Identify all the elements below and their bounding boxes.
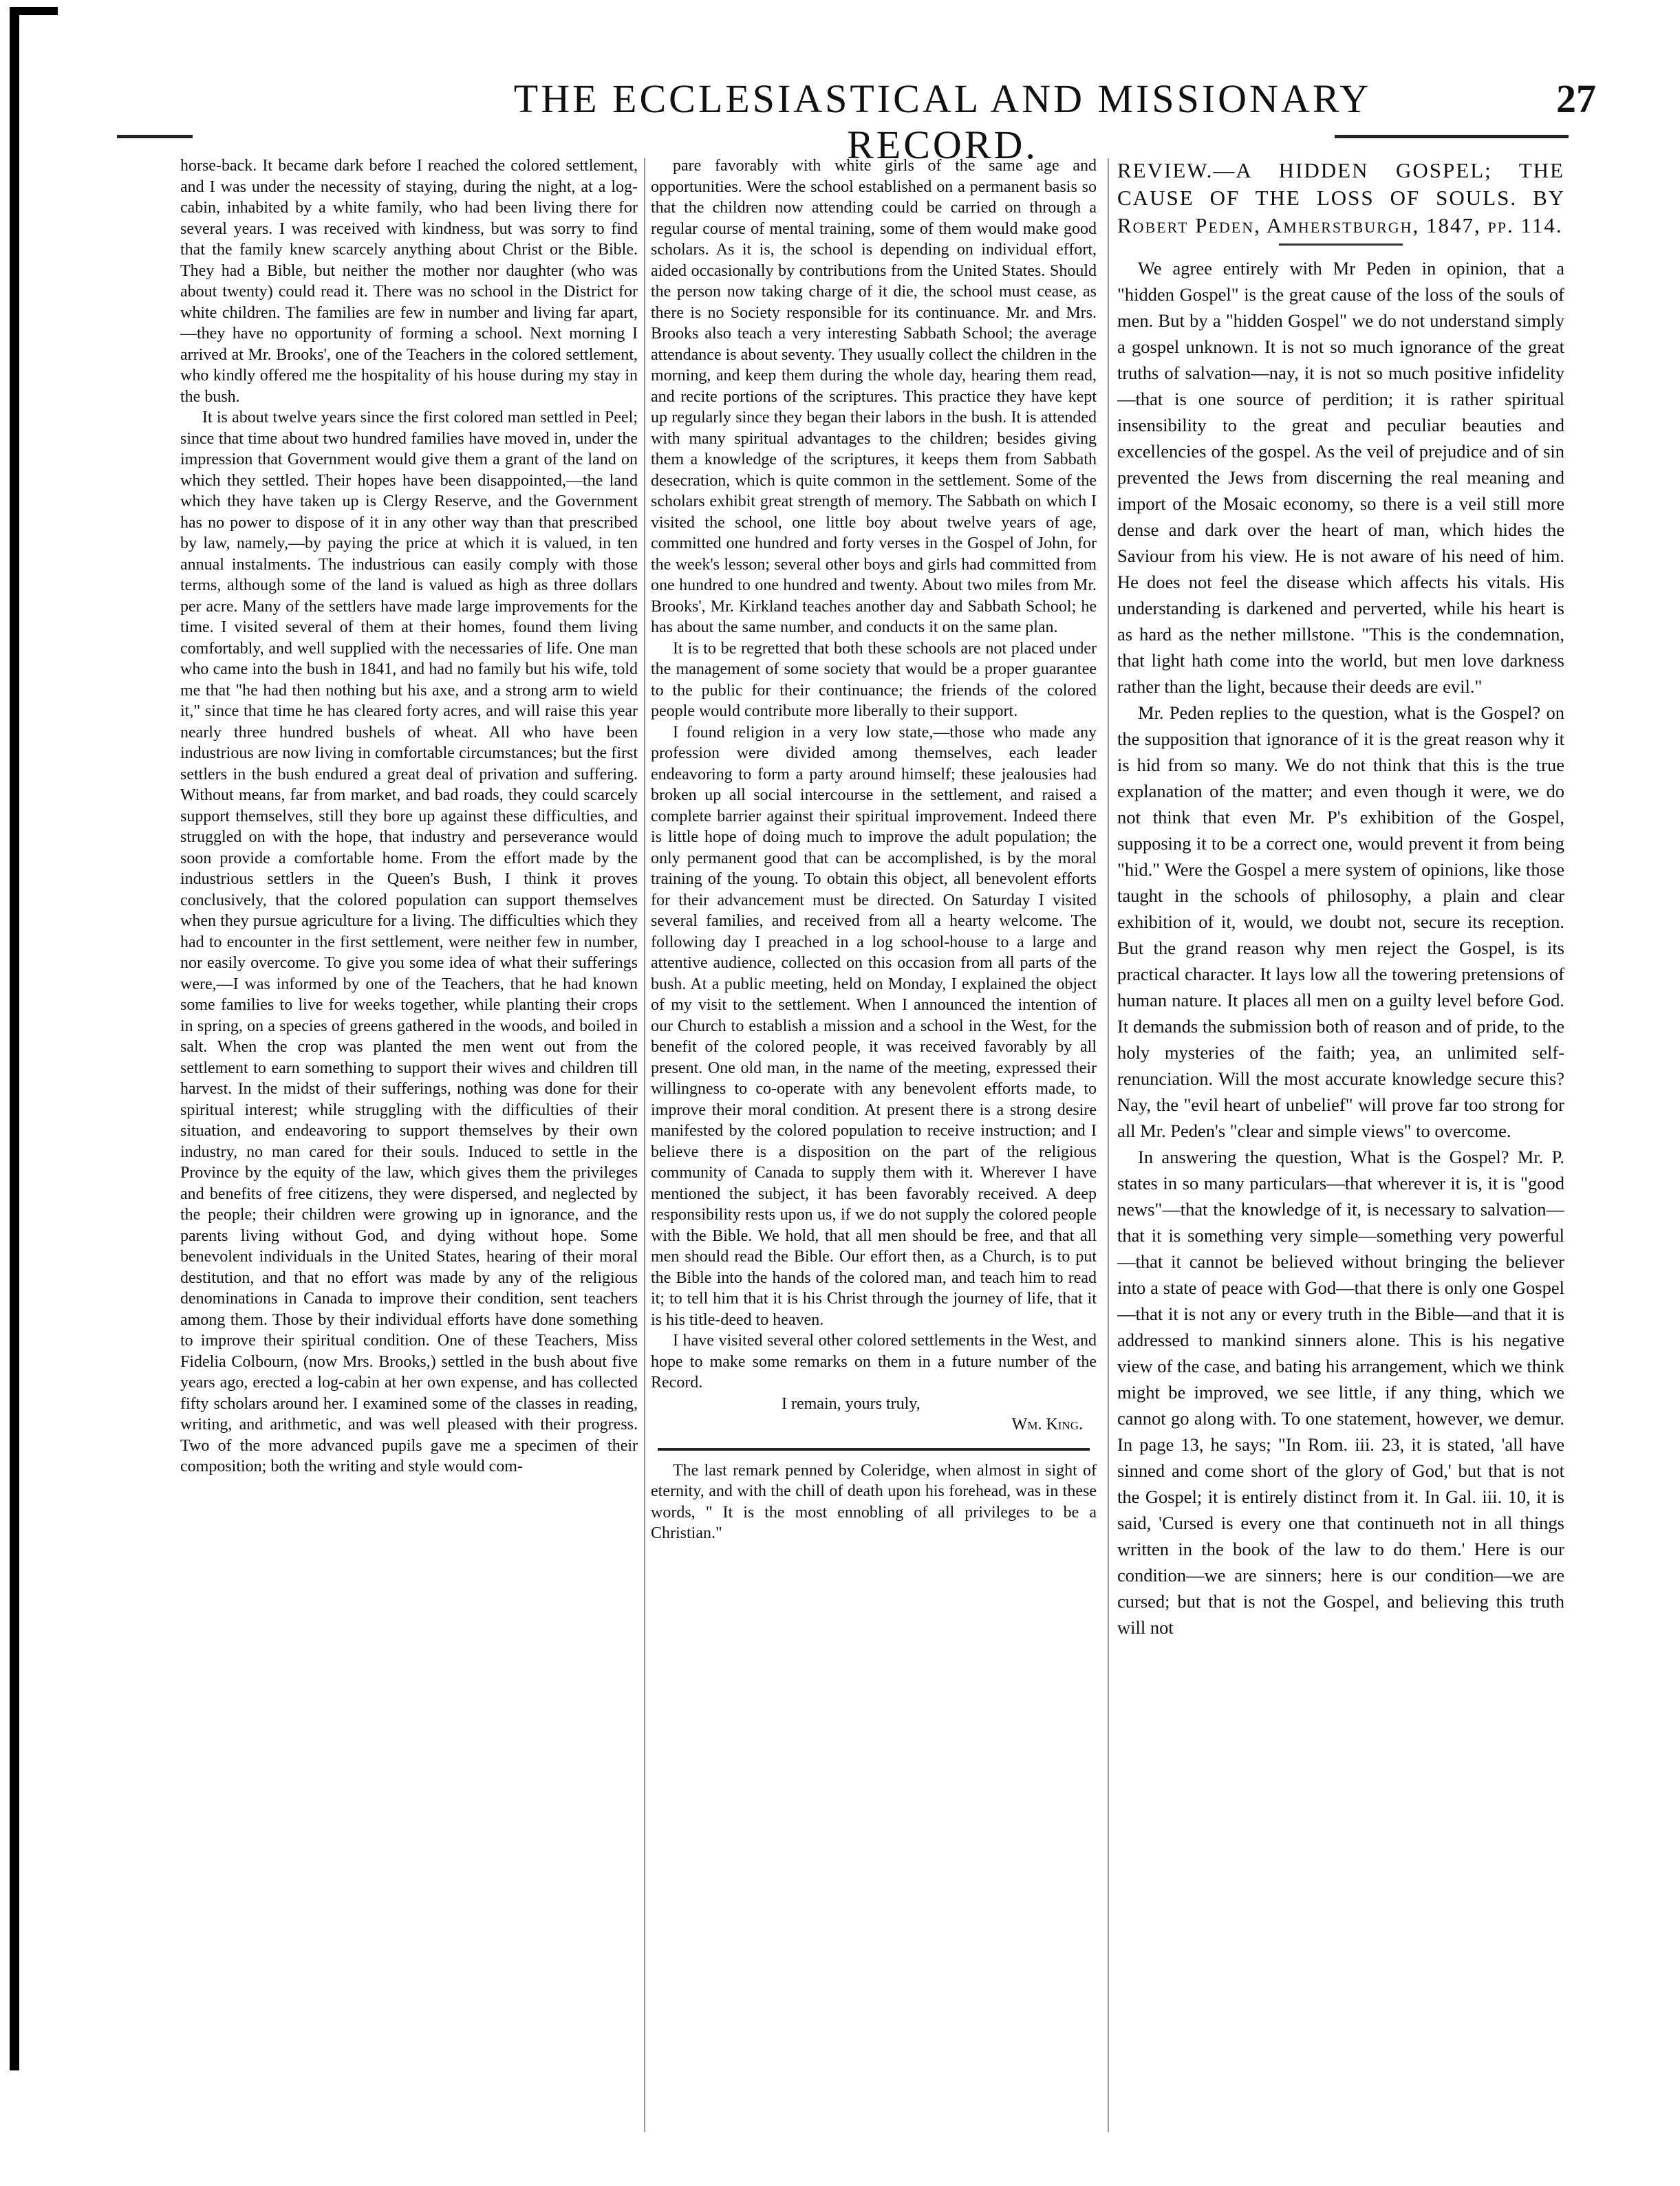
paragraph: It is to be regretted that both these schools are not placed under the management of some society that would be a proper guarantee to the public for their continuance; the friends of the colored people would contribute more liberally to their support. bbox=[651, 639, 1097, 720]
paragraph: pare favorably with white girls of the same age and opportunities. Were the school established on a permanent basis so that the children now attending could be carried on through a regular course of mental training, some of them would make good scholars. As it is, the school is depending on individual effort, aided occasionally by contributions from the United States. Should the person now taking charge of it die, the school must cease, as there is no Society responsible for its continuance. Mr. and Mrs. Brooks also teach a very interesting Sabbath School; the average attendance is about seventy. They usually collect the children in the morning, and keep them during the whole day, hearing them read, and recite portions of the scriptures. This practice they have kept up regularly since they began their labors in the bush. It is attended with many spiritual advantages to the children; besides giving them a knowledge of the scriptures, it keeps them from Sabbath desecration, which is quite common in the settlement. Some of the scholars exhibit great strength of memory. The Sabbath on which I visited the school, one little boy about twelve years of age, committed one hundred and forty verses in the Gospel of John, for the week's lesson; several other boys and girls had committed from one hundred to one hundred and twenty. About two miles from Mr. Brooks', Mr. Kirkland teaches another day and Sabbath School; he has about the same number, and conducts it on the same plan. bbox=[651, 157, 1097, 636]
paragraph: Mr. Peden replies to the question, what is the Gospel? on the supposition that ignorance of it is the great reason why it is hid from so many. We do not think that this is the true explanation of the matter; and even though it were, we do not think that even Mr. P's exhibition of the Gospel, supposing it to be a correct one, would prevent it from being "hid." Were the Gospel a mere system of opinions, like those taught in the schools of philosophy, a plain and clear exhibition of it, would, we doubt not, secure its reception. But the grand reason why men reject the Gospel, is its practical character. It lays low all the towering pretensions of human nature. It places all men on a guilty level before God. It demands the submission both of reason and of pride, to the holy mysteries of the faith; yea, an unlimited self-renunciation. Will the most accurate knowledge secure this? Nay, the "evil heart of unbelief" will prove far too strong for all Mr. Peden's "clear and simple views" to overcome. bbox=[1117, 702, 1564, 1141]
paragraph: We agree entirely with Mr Peden in opinion, that a "hidden Gospel" is the great cause of the loss of the souls of men. But by a "hidden Gospel" we do not understand simply a gospel unknown. It is not so much ignorance of the great truths of salvation—nay, it is not so much positive infidelity—that is one source of perdition; it is rather spiritual insensibility to the great and peculiar beauties and excellencies of the gospel. As the veil of prejudice and of sin prevented the Jews from discerning the real meaning and import of the Mosaic economy, so there is a veil still more dense and dark over the heart of man, which hides the Saviour from his view. He is not aware of his need of him. He does not feel the disease which affects his vitals. His understanding is darkened and perverted, while his heart is as hard as the nether millstone. "This is the condemnation, that light hath come into the world, but men love darkness rather than the light, because their deeds are evil." bbox=[1117, 258, 1564, 697]
section-rule bbox=[1279, 244, 1403, 246]
text-column-left bbox=[180, 155, 638, 2143]
paragraph: I have visited several other colored settlements in the West, and hope to make some remarks on them in a future number of the Record. bbox=[651, 1332, 1097, 1392]
header-rule-left bbox=[117, 135, 193, 138]
review-heading bbox=[1117, 157, 1564, 239]
review-author: Robert Peden, Amherstburgh, 1847, pp. 114. bbox=[1117, 213, 1563, 237]
section-rule bbox=[658, 1448, 1090, 1451]
column-divider bbox=[1108, 158, 1109, 2132]
scan-binding-corner bbox=[10, 7, 58, 15]
review-title: REVIEW.—A HIDDEN GOSPEL; THE CAUSE OF THE LOSS OF SOULS. BY bbox=[1117, 158, 1564, 210]
paragraph: horse-back. It became dark before I reached the colored settlement, and I was under the necessity of staying, during the night, at a log-cabin, inhabited by a white family, who had been living there for several years. I was received with kindness, but was sorry to find that the family knew scarcely anything about Christ or the Bible. They had a Bible, but neither the mother nor daughter (who was about twenty) could read it. There was no school in the District for white children. The families are few in number and living far apart, —they have no opportunity of forming a school. Next morning I arrived at Mr. Brooks', one of the Teachers in the colored settlement, who kindly offered me the hospitality of his house during my stay in the bush. bbox=[180, 157, 638, 406]
page-number: 27 bbox=[1556, 76, 1596, 121]
text-column-middle bbox=[651, 155, 1097, 2143]
paragraph: It is about twelve years since the first colored man settled in Peel; since that time about two hundred families have moved in, under the impression that Government would give them a grant of the land on which they settled. Their hopes have been disappointed,—the land which they have taken up is Clergy Reserve, and the Government has no power to dispose of it in any other way than that prescribed by law, namely,—by paying the price at which it is valued, in ten annual instalments. The industrious can easily comply with those terms, although some of the land is valued as high as three dollars per acre. Many of the settlers have made large improvements for the time. I visited several of them at their homes, found them living comfortably, and well supplied with the necessaries of life. One man who came into the bush in 1841, and had no family but his wife, told me that "he had then nothing but his axe, and a strong arm to wield it," since that time he has cleared forty acres, and will raise this year nearly three hundred bushels of wheat. All who have been industrious are now living in comfortable circumstances; but the first settlers in the bush endured a great deal of privation and suffering. Without means, far from market, and bad roads, they could scarcely support themselves, still they bore up against these difficulties, and struggled on with the hope, that industry and perseverance would soon provide a comfortable home. From the effort made by the industrious settlers in the Queen's Bush, I think it proves conclusively, that the colored population can support themselves when they pursue agriculture for a living. The difficulties which they had to encounter in the first settlement, were neither few in number, nor easily overcome. To give you some idea of what their sufferings were,—I was informed by one of the Teachers, that he had known some families to live for weeks together, while planting their crops in spring, on a species of greens gathered in the woods, and boiled in salt. When the crop was planted the men went out from the settlement to earn something to support their wives and children till harvest. In the midst of their sufferings, nothing was done for their spiritual interest; while struggling with the difficulties of their situation, and endeavoring to support themselves by their own industry, no man cared for their souls. Induced to settle in the Province by the equity of the law, which gives them the privileges and benefits of free citizens, they were dispersed, and neglected by the people; their children were growing up in ignorance, and the parents living without God, and dying without hope. Some benevolent individuals in the United States, hearing of their moral destitution, and that no effort was made by any of the religious denominations in Canada to improve their condition, sent teachers among them. Those by their individual efforts have done something to improve their spiritual condition. One of these Teachers, Miss Fidelia Colbourn, (now Mrs. Brooks,) settled in the bush about five years ago, erected a log-cabin at her own expense, and has collected fifty scholars around her. I examined some of the classes in reading, writing, and arithmetic, and was well pleased with their progress. Two of the more advanced pupils gave me a specimen of their composition; both the writing and style would com- bbox=[180, 409, 638, 1475]
scan-binding-edge bbox=[10, 7, 19, 2070]
running-title: THE ECCLESIASTICAL AND MISSIONARY RECORD. bbox=[513, 76, 1372, 167]
page-header bbox=[83, 76, 1596, 167]
letter-closing: I remain, yours truly, bbox=[782, 1394, 920, 1413]
paragraph: I found religion in a very low state,—those who made any profession were divided among themselves, each leader endeavoring to form a party around himself; these jealousies had broken up all social intercourse in the settlement, and raised a complete barrier against their spiritual improvement. Indeed there is little hope of doing much to improve the adult population; the only permanent good that can be accomplished, is by the moral training of the young. To obtain this object, all benevolent efforts for their advancement must be directed. On Saturday I visited several families, and received from all a hearty welcome. The following day I preached in a log school-house to a large and attentive audience, collected on this occasion from all parts of the bush. At a public meeting, held on Monday, I explained the object of my visit to the settlement. When I announced the intention of our Church to establish a mission and a school in the West, for the benefit of the colored people, it was received favorably by all present. One old man, in the name of the meeting, expressed their willingness to co-operate with any benevolent efforts made, to improve their moral condition. At present there is a strong desire manifested by the colored population to receive instruction; and I believe there is a disposition on the part of the religious community of Canada to supply them with it. Wherever I have mentioned the subject, it has been favorably received. A deep responsibility rests upon us, if we do not supply the colored people with the Bible. We hold, that all men should be free, and that all men should read the Bible. Our effort then, as a Church, is to put the Bible into the hands of the colored man, and teach him to read it; to tell him that it is his Christ through the journey of life, that it is his title-deed to heaven. bbox=[651, 723, 1097, 1329]
letter-signature: Wm. King. bbox=[1011, 1416, 1083, 1433]
text-column-right bbox=[1117, 155, 1564, 2143]
header-rule-right bbox=[1335, 135, 1569, 138]
coleridge-quote: The last remark penned by Coleridge, when almost in sight of eternity, and with the chill of death upon his forehead, was in these words, " It is the most ennobling of all privileges to be a Christian." bbox=[651, 1461, 1097, 1542]
paragraph: In answering the question, What is the Gospel? Mr. P. states in so many particulars—that wherever it is, it is "good news"—that the knowledge of it, is necessary to salvation—that it is something very simple—something very powerful—that it cannot be believed without bringing the believer into a state of peace with God—that there is only one Gospel—that it is not any or every truth in the Bible—and that it is addressed to mankind sinners alone. This is his negative view of the case, and bating his arrangement, which we think might be improved, we see little, if any thing, which we cannot go along with. To one statement, however, we demur. In page 13, he says; "In Rom. iii. 23, it is stated, 'all have sinned and come short of the glory of God,' but that is not the Gospel; it is entirely distinct from it. In Gal. iii. 10, it is said, 'Cursed is every one that continueth not in all things written in the book of the law to do them.' Here is our condition—we are sinners; here is our condition—we are cursed; but that is not the Gospel, and believing this truth will not bbox=[1117, 1147, 1564, 1638]
column-divider bbox=[644, 158, 645, 2132]
